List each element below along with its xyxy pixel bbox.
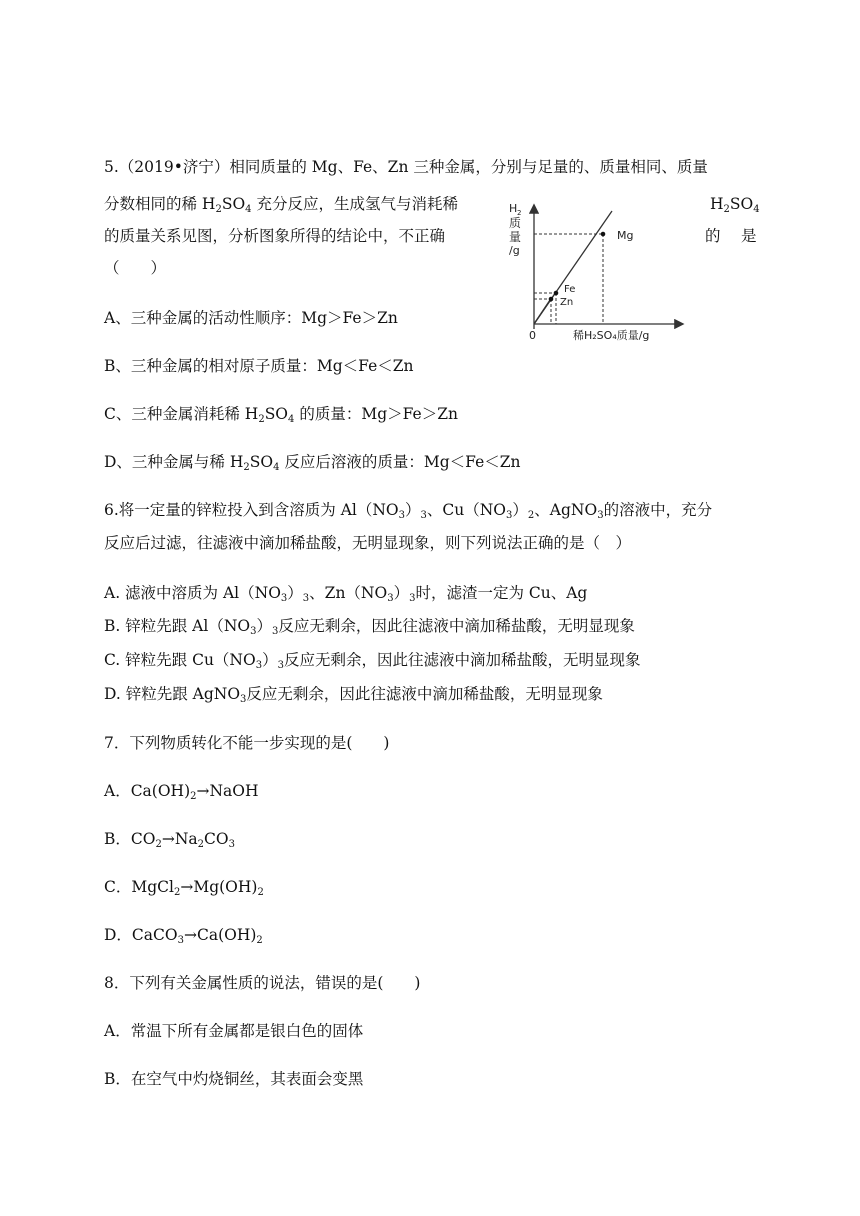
y-axis-label-subscript: 2	[517, 209, 522, 217]
x-axis-label: 稀H₂SO₄质量/g	[573, 329, 650, 342]
q6-stem-line-1: 6.将一定量的锌粒投入到含溶质为 $Al(NO_3)_3$、$Cu(NO_3)_2$、AgNO$_3$的溶液中，充分	[104, 501, 713, 521]
q5-stem-line-1: 5.（2019•济宁）相同质量的 Mg、Fe、Zn 三种金属，分别与足量的、质量相同、质量	[104, 158, 708, 176]
y-axis-label-h: H	[509, 202, 518, 215]
q6-option-c: C. 锌粒先跟 $Cu(NO_3)_3$反应无剩余，因此往滤液中滴加稀盐酸，无明显现象	[104, 651, 641, 671]
q5-stem-line-2-right: $H_2SO_4$	[710, 195, 760, 215]
q5-stem-line-2: 分数相同的稀 $H_2SO_4$ 充分反应，生成氢气与消耗稀	[104, 195, 458, 215]
q5-answer-blank: （ ）	[104, 259, 167, 277]
q6-option-a: A. 滤液中溶质为 $Al(NO_3)_3$、$Zn(NO_3)_3$时，滤渣一定为 Cu、Ag	[104, 584, 588, 604]
q5-hydrogen-mass-graph	[500, 196, 690, 346]
q5-option-b: B、三种金属的相对原子质量：Mg＜Fe＜Zn	[104, 357, 414, 375]
origin-label: 0	[529, 329, 536, 342]
q8-option-a: A．常温下所有金属都是银白色的固体	[104, 1022, 364, 1040]
fe-label: Fe	[564, 284, 576, 295]
y-axis-label-liang: 量	[509, 230, 522, 244]
fe-point	[554, 291, 559, 296]
q5-option-c: C、三种金属消耗稀 $H_2SO_4$ 的质量：Mg＞Fe＞Zn	[104, 405, 458, 425]
zn-line	[534, 300, 550, 324]
q5-option-a: A、三种金属的活动性顺序：Mg＞Fe＞Zn	[104, 309, 398, 327]
q5-stem-line-3-shi: 是	[741, 227, 757, 245]
mg-guide-lines	[534, 234, 603, 324]
q8-stem: 8．下列有关金属性质的说法，错误的是( )	[104, 974, 421, 992]
q5-stem-line-3-de: 的	[705, 227, 721, 245]
zn-label: Zn	[560, 297, 574, 308]
q5-option-d: D、三种金属与稀 $H_2SO_4$ 反应后溶液的质量：Mg＜Fe＜Zn	[104, 453, 521, 473]
zn-point	[549, 297, 554, 302]
y-axis-label-zhi: 质	[509, 216, 522, 230]
q8-option-b: B．在空气中灼烧铜丝，其表面会变黑	[104, 1070, 364, 1088]
q6-option-b: B. 锌粒先跟 $Al(NO_3)_3$反应无剩余，因此往滤液中滴加稀盐酸，无明显现象	[104, 617, 635, 637]
q7-option-a: A．$Ca(OH)_2\to NaOH$	[104, 782, 259, 802]
q6-option-d: D. 锌粒先跟 AgNO$_3$反应无剩余，因此往滤液中滴加稀盐酸，无明显现象	[104, 685, 603, 705]
q7-stem: 7．下列物质转化不能一步实现的是( )	[104, 734, 390, 752]
q7-option-d: D．$CaCO_3\to Ca(OH)_2$	[104, 926, 263, 946]
mg-point	[601, 232, 606, 237]
q5-stem-line-3: 的质量关系见图，分析图象所得的结论中，不正确	[104, 227, 446, 245]
mg-label: Mg	[617, 229, 634, 242]
q7-option-b: B．$CO_2\to Na_2CO_3$	[104, 830, 235, 850]
q7-option-c: C．$MgCl_2\to Mg(OH)_2$	[104, 878, 264, 898]
q6-stem-line-2: 反应后过滤，往滤液中滴加稀盐酸，无明显现象，则下列说法正确的是（ ）	[104, 534, 632, 552]
y-axis-label-unit: /g	[509, 244, 520, 257]
